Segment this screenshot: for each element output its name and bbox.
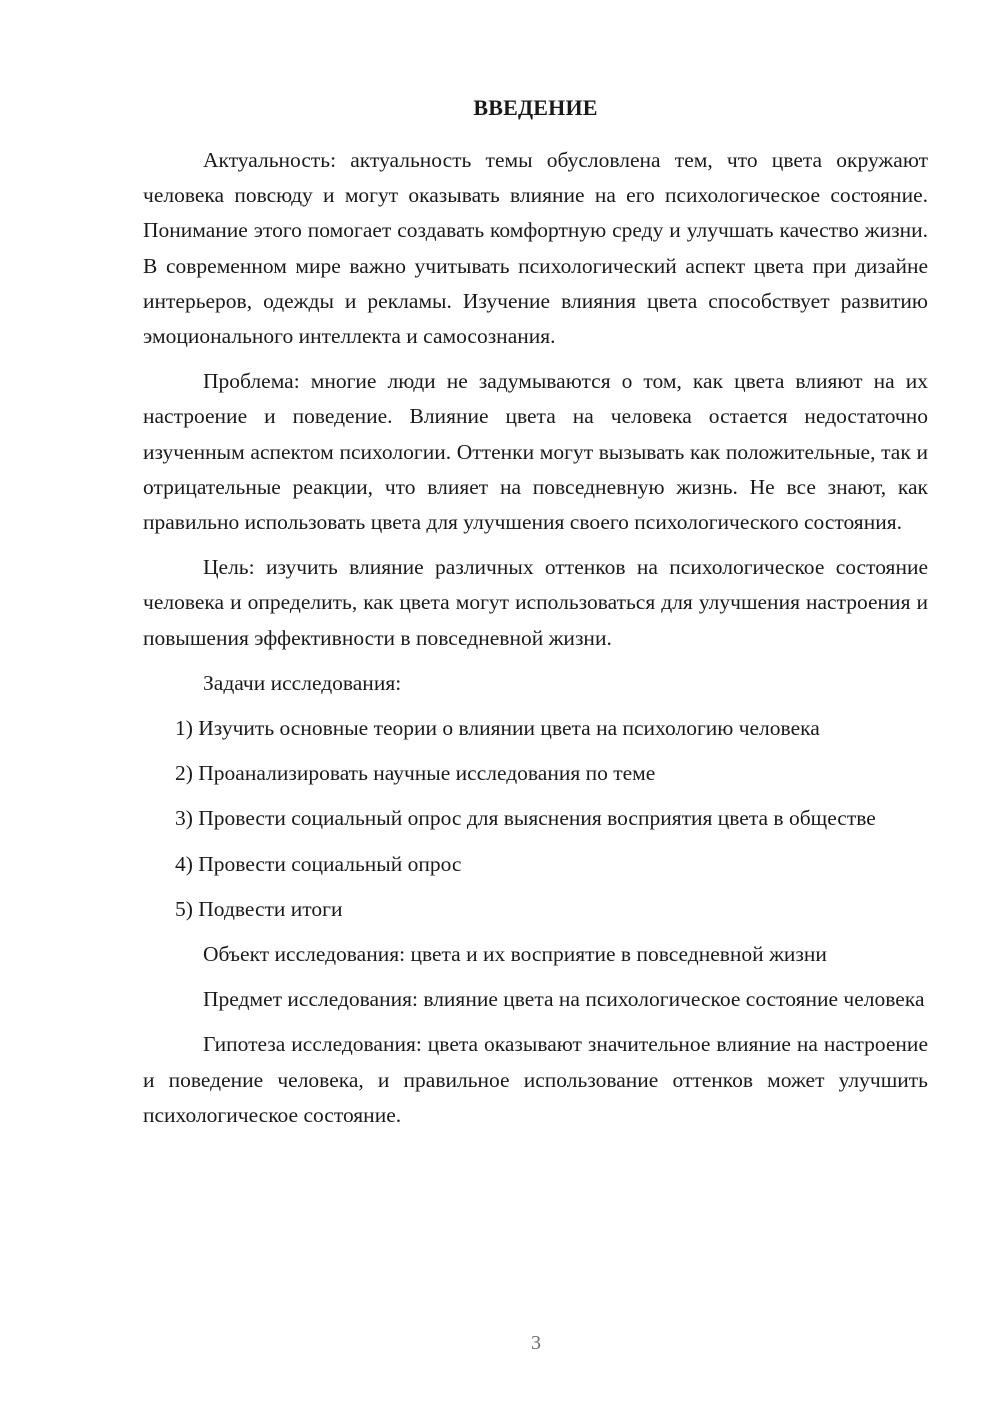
document-page — [143, 90, 928, 1133]
subject-paragraph: Предмет исследования: влияние цвета на психологическое состояние человека — [203, 987, 925, 1012]
page-number: 3 — [531, 1332, 541, 1354]
task-item-3: 3) Провести социальный опрос для выяснения восприятия цвета в обществе — [175, 806, 876, 831]
task-item-5: 5) Подвести итоги — [175, 896, 343, 921]
hypothesis-paragraph: Гипотеза исследования: цвета оказывают значительное влияние на настроение и поведение человека, и правильное использование оттенков может улучшить психологическое состояние. — [143, 1032, 928, 1127]
object-paragraph: Объект исследования: цвета и их восприятие в повседневной жизни — [203, 942, 827, 967]
task-item-4: 4) Провести социальный опрос — [175, 851, 462, 876]
relevance-paragraph: Актуальность: актуальность темы обусловлена тем, что цвета окружают человека повсюду и могут оказывать влияние на его психологическое состояние. Понимание этого помогает создавать комфортную среду и улучшать качество жизни. В современном мире важно учитывать психологический аспект цвета при дизайне интерьеров, одежды и рекламы. Изучение влияния цвета способствует развитию эмоционального интеллекта и самосознания. — [143, 148, 928, 349]
problem-paragraph: Проблема: многие люди не задумываются о том, как цвета влияют на их настроение и поведение. Влияние цвета на человека остается недостаточно изученным аспектом психологии. Оттенки могут вызывать как положительные, так и отрицательные реакции, что влияет на повседневную жизнь. Не все знают, как правильно использовать цвета для улучшения своего психологического состояния. — [143, 369, 928, 535]
task-item-1: 1) Изучить основные теории о влиянии цвета на психологию человека — [175, 716, 820, 741]
goal-paragraph: Цель: изучить влияние различных оттенков на психологическое состояние человека и определить, как цвета могут использоваться для улучшения настроения и повышения эффективности в повседневной жизни. — [143, 555, 928, 650]
page-title: ВВЕДЕНИЕ — [473, 95, 598, 120]
tasks-heading: Задачи исследования: — [203, 670, 402, 695]
task-item-2: 2) Проанализировать научные исследования по теме — [175, 761, 656, 786]
